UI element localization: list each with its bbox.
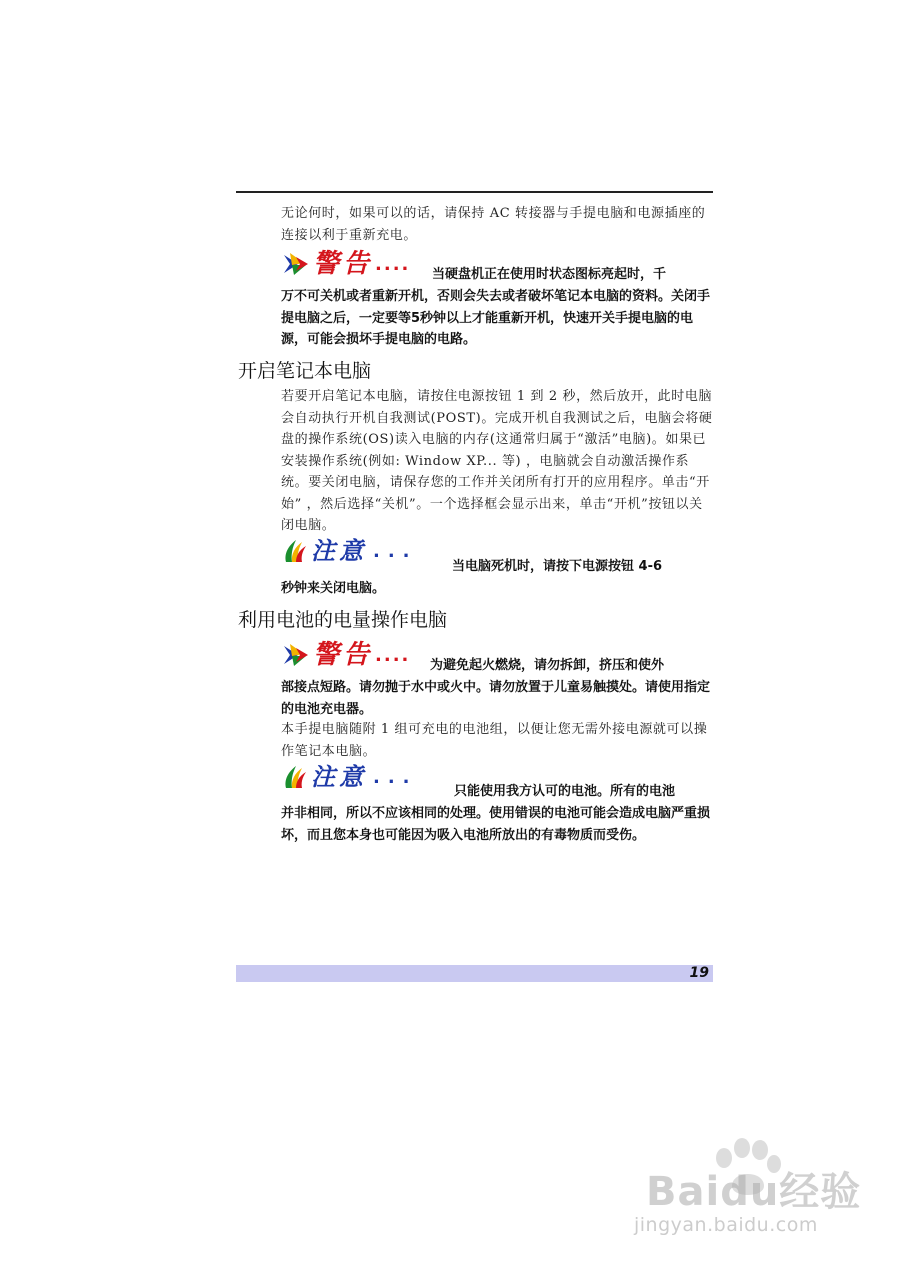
- section-heading-battery: 利用电池的电量操作电脑: [238, 609, 448, 631]
- page-number: 19: [689, 965, 709, 981]
- note-text-rest: 秒钟来关闭电脑。: [281, 581, 386, 596]
- footer-bar: [236, 965, 713, 982]
- warning-label: 警告: [313, 640, 374, 670]
- note-badge-battery: [282, 763, 418, 791]
- battery-note-text-rest: 并非相同，所以不应该相同的处理。使用错误的电池可能会造成电脑严重损坏，而且您本身也可能因为吸入电池所放出的有毒物质而受伤。: [281, 806, 711, 843]
- note-label: 注意: [311, 536, 367, 565]
- warning-arrow-icon: [282, 642, 310, 668]
- warning-dots: ....: [375, 253, 411, 275]
- warning-arrow-icon: [282, 251, 310, 277]
- warning-dots: ....: [375, 644, 411, 666]
- watermark-logo-text: Baidu经验: [646, 1169, 862, 1215]
- warning-text-first: 当硬盘机正在使用时状态图标亮起时，千: [432, 267, 667, 282]
- battery-warning-text-first: 为避免起火燃烧，请勿拆卸，挤压和使外: [430, 658, 665, 673]
- baidu-watermark: [598, 1140, 868, 1250]
- note-brush-icon: [282, 538, 308, 564]
- watermark-url: jingyan.baidu.com: [634, 1214, 818, 1236]
- note-text-first: 当电脑死机时，请按下电源按钮 4-6: [452, 559, 663, 574]
- header-rule: [236, 191, 713, 193]
- note-label: 注意: [311, 762, 367, 791]
- warning-badge: [282, 250, 410, 278]
- battery-note-text-first: 只能使用我方认可的电池。所有的电池: [454, 784, 676, 799]
- note-dots: ...: [373, 540, 418, 562]
- warning-text-rest: 万不可关机或者重新开机，否则会失去或者破坏笔记本电脑的资料。关闭手提电脑之后，一定要等5秒钟以上才能重新开机，快速开关手提电脑的电源，可能会损坏手提电脑的电路。: [281, 289, 711, 347]
- warning-badge-battery: [282, 641, 410, 669]
- section-heading-power-on: 开启笔记本电脑: [238, 360, 372, 382]
- battery-warning-text-rest: 部接点短路。请勿抛于水中或火中。请勿放置于儿童易触摸处。请使用指定的电池充电器。: [281, 680, 711, 717]
- intro-paragraph: 无论何时，如果可以的话，请保持 AC 转接器与手提电脑和电源插座的连接以利于重新充电。: [281, 206, 706, 243]
- note-brush-icon: [282, 764, 308, 790]
- power-on-paragraph: 若要开启笔记本电脑，请按住电源按钮 1 到 2 秒，然后放开，此时电脑会自动执行开机自我测试(POST)。完成开机自我测试之后，电脑会将硬盘的操作系统(OS)读入电脑的内存(这通常归属于“激活”电脑)。如果已安装操作系统(例如: Window XP... 等) ，电脑就会自动激活操作系统。要关闭电脑，请保存您的工作并关闭所有打开的应用程序。单击“开始” ，然后选择“关机”。一个选择框会显示出来，单击“开机”按钮以关闭电脑。: [281, 389, 713, 533]
- note-badge: [282, 537, 418, 565]
- warning-label: 警告: [313, 249, 374, 279]
- battery-paragraph: 本手提电脑随附 1 组可充电的电池组，以便让您无需外接电源就可以操作笔记本电脑。: [281, 722, 708, 759]
- note-dots: ...: [373, 766, 418, 788]
